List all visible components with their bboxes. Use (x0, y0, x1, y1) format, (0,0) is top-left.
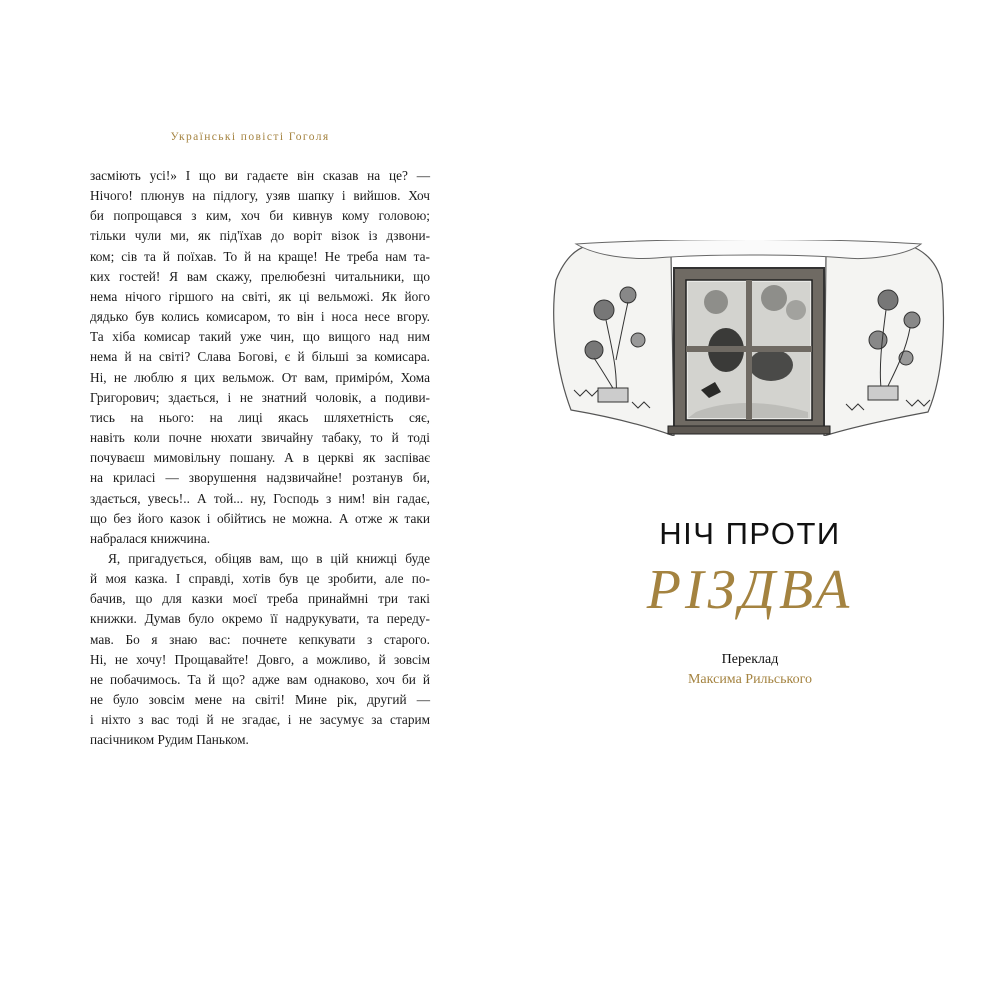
text-line: Та хіба комисар такий уже чин, що вищого над ним (90, 329, 430, 345)
text-line: Ні, не хочу! Прощавайте! Довго, а можливо, й зовсім (90, 651, 430, 667)
translator-name: Максима Рильського (687, 672, 813, 687)
text-line: навіть коли почне нюхати звичайну табаку, то й тоді (90, 430, 430, 446)
text-line: і ніхто з вас тоді й не згадає, і не засумує за старим (90, 712, 430, 728)
right-page (500, 0, 1000, 1000)
body-text (90, 166, 430, 751)
text-line: книжки. Думав було окремо її надрукувати, та переду- (90, 611, 430, 627)
running-head: Українські повісті Гоголя (170, 131, 330, 143)
text-line: що без його казок і обійтись не можна. А отже ж таки (90, 510, 430, 526)
story-title-line2: РІЗДВА (646, 559, 854, 621)
text-line: не було зовсім мене на світі! Мине рік, другий — (90, 692, 430, 708)
text-line: бачив, що для казки моєї треба принаймні три такі (90, 591, 430, 607)
text-line: дядько був колись комисаром, то він і носа несе вгору. (90, 309, 430, 325)
text-line: почуваєш мимовільну пошану. А в церкві як заспіває (90, 450, 430, 466)
text-line: тись на нього: на лиці якась шляхетність сяє, (90, 409, 430, 425)
text-line: не побачимось. Та й що? адже вам однаково, хоч би й (90, 671, 430, 687)
translation-label: Переклад (721, 652, 779, 667)
story-title-line1: НІЧ ПРОТИ (659, 516, 841, 551)
text-line: Я, пригадується, обіцяв вам, що в цій книжці буде (108, 550, 430, 566)
text-line: нема нічого гіршого на світі, як ці вельможі. Як його (90, 288, 430, 304)
text-line: ком; сів та й поїхав. То й на краще! Не треба нам та- (90, 248, 430, 264)
text-line: пасічником Рудим Паньком. (90, 732, 249, 748)
text-line: набралася книжчина. (90, 530, 211, 546)
text-line: й моя казка. І справді, хотів був це зробити, але по- (90, 571, 430, 587)
text-line: нема й на світі? Слава Богові, є й більші за комисара. (90, 349, 430, 365)
text-line: тільки чули ми, як під'їхав до воріт візок із дзвони- (90, 228, 430, 244)
text-line: Ні, не люблю я цих вельмож. От вам, примірóм, Хома (90, 369, 430, 385)
text-line: Нічого! плюнув на підлогу, узяв шапку і вийшов. Хоч (90, 188, 430, 204)
text-line: Григорович; здається, і не знатний чоловік, а подиви- (90, 389, 430, 405)
text-line: здається, увесь!.. А той... ну, Господь з ним! він гадає, (90, 490, 430, 506)
text-line: би попрощався з ким, хоч би кивнув кому головою; (90, 208, 430, 224)
text-line: мав. Бо я знаю вас: почнете кепкувати з старого. (90, 631, 430, 647)
embroidered-towel-window-icon (546, 240, 951, 436)
text-line: на криласі — зворушення надзвичайне! розтанув би, (90, 470, 430, 486)
text-line: засміють усі!» І що ви гадаєте він сказав на це? — (90, 168, 430, 183)
text-line: ких гостей! Я вам скажу, прелюбезні читальники, що (90, 268, 430, 284)
